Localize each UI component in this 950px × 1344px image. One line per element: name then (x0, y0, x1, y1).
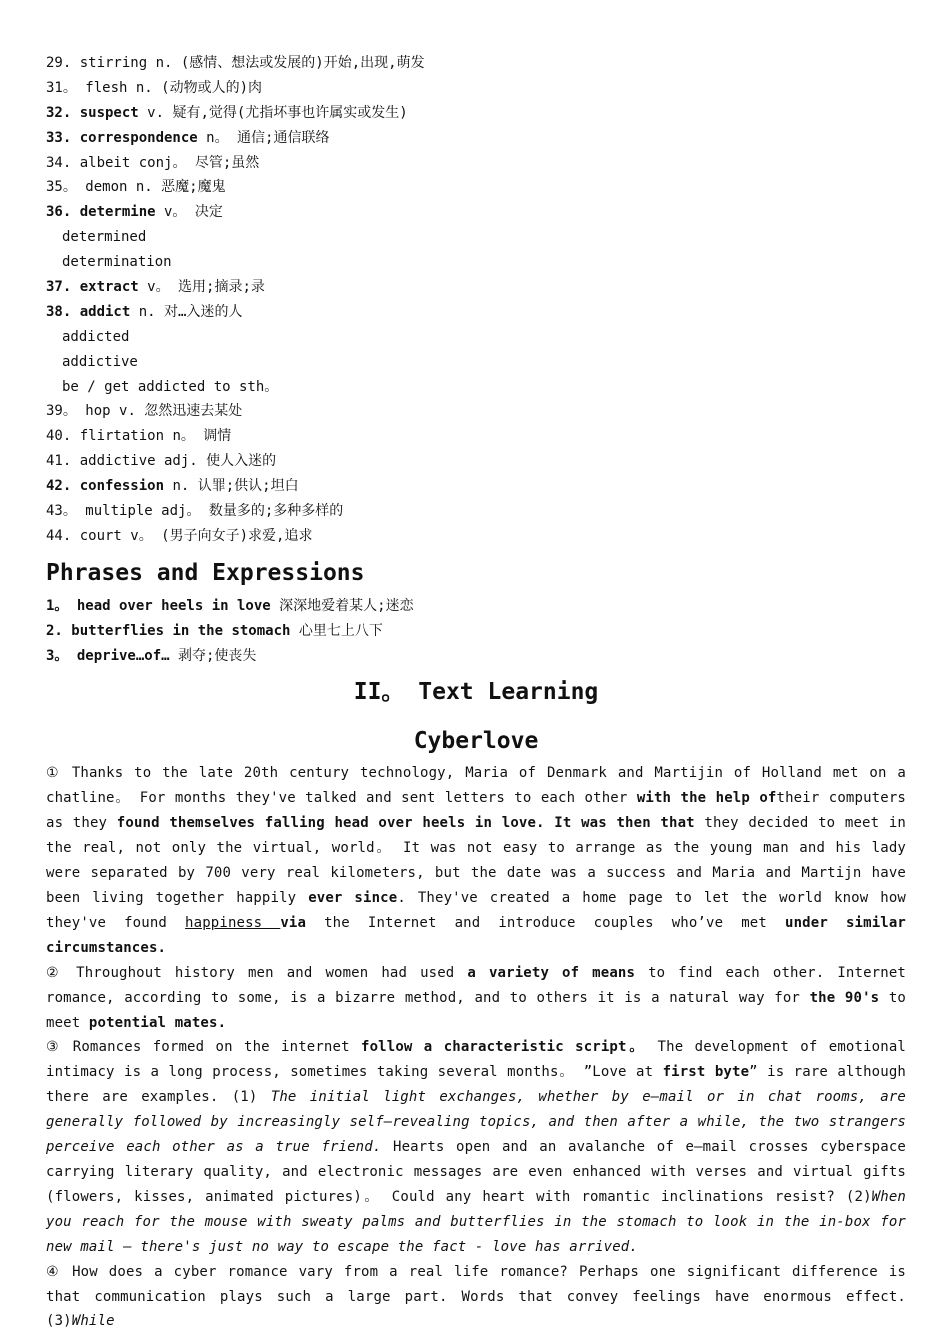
vocab-derivative: determination (62, 254, 172, 271)
bold-phrase: follow a characteristic script。 (361, 1039, 647, 1056)
bold-phrase: found themselves falling head over heels in love. It was then that (116, 815, 695, 832)
vocab-number: 31。 (46, 79, 86, 96)
vocab-item (46, 524, 906, 549)
vocab-definition: n. (动物或人的)肉 (127, 79, 263, 96)
phrase-number: 2. (46, 622, 72, 639)
bold-phrase: first byte (662, 1064, 750, 1081)
bold-phrase: the 90's (809, 989, 880, 1006)
vocab-word: albeit (79, 154, 131, 171)
vocab-item (46, 76, 906, 101)
phrase-text: head over heels in love (76, 597, 271, 614)
phrase-definition: 剥夺;使丧失 (169, 647, 257, 664)
vocab-definition: n. 对…入迷的人 (130, 303, 243, 320)
vocab-number: 37. (46, 279, 80, 296)
bold-phrase: ever since (308, 890, 398, 907)
phrase-item (46, 644, 906, 669)
text-run: ” is rare although there are examples. (1) (46, 1064, 906, 1106)
text-run: The development of emotional intimacy is a long process, sometimes taking several months。 ”Love at (46, 1039, 906, 1081)
vocab-word: multiple (85, 503, 153, 520)
text-run: they decided to meet in the real, not only the virtual, world。 It was not easy to arrange as the young man and his lady were separated by 700 very real kilometers, but the date was a success and Maria and Martijn have been living together happily (46, 815, 906, 907)
italic-sentence: When you reach for the mouse with sweaty palms and butterflies in the stomach to look in the in-box for new mail — there's just no way to escape the fact - love has arrived. (46, 1188, 906, 1255)
phrase-number: 3。 (46, 647, 77, 664)
vocab-number: 42. (46, 478, 80, 495)
vocab-definition: v。 (男子向女子)求爱,追求 (121, 527, 313, 544)
text-run: ① Thanks to the late 20th century technology, Maria of Denmark and Martijin of Holland met on a chatline。 For months they've talked and sent letters to each other (46, 765, 906, 807)
vocab-definition: n。 通信;通信联络 (197, 129, 330, 146)
vocab-definition: conj。 尽管;虽然 (130, 154, 260, 171)
vocab-item (46, 399, 906, 424)
vocab-item (46, 449, 906, 474)
vocab-item (46, 51, 906, 76)
text-run: the Internet and introduce couples who’ve met (306, 914, 786, 931)
phrase-text: butterflies in the stomach (71, 622, 291, 639)
bold-phrase: under similar circumstances. (46, 914, 907, 956)
underlined-word: happiness (185, 914, 281, 931)
vocab-item (46, 175, 906, 200)
vocab-number: 40. (46, 428, 80, 445)
vocab-word: flesh (85, 79, 128, 96)
text-run: their computers as they (46, 790, 906, 832)
paragraph-3 (46, 1035, 906, 1259)
phrases-heading: Phrases and Expressions (46, 559, 365, 586)
text-run: to find each other. Internet romance, according to some, is a bizarre method, and to others it is a natural way for (46, 964, 906, 1006)
vocab-number: 35。 (46, 179, 86, 196)
vocab-number: 33. (46, 129, 80, 146)
vocab-derivative: be / get addicted to sth。 (62, 378, 279, 395)
vocab-derivative: addicted (62, 328, 130, 345)
vocab-definition: n。 调情 (164, 428, 232, 445)
vocab-definition: v. 疑有,觉得(尤指坏事也许属实或发生) (138, 104, 408, 121)
phrase-text: deprive…of… (76, 647, 170, 664)
vocab-item (46, 300, 906, 325)
vocab-number: 38. (46, 303, 80, 320)
vocab-word: stirring (79, 55, 148, 71)
phrase-number: 1。 (46, 597, 77, 614)
vocab-number: 44. (46, 527, 80, 544)
vocab-word: extract (79, 279, 139, 296)
document-page (46, 51, 906, 1334)
vocab-word: demon (85, 179, 128, 196)
bold-phrase: with the help of (636, 790, 777, 807)
vocab-number: 41. (46, 453, 80, 470)
vocab-word: hop (85, 403, 111, 420)
paragraph-2 (46, 961, 906, 1036)
vocab-word: addict (79, 303, 131, 320)
vocab-item (46, 474, 906, 499)
vocab-word: suspect (79, 104, 139, 121)
vocab-definition: v。 决定 (155, 204, 223, 221)
vocab-word: correspondence (79, 129, 198, 146)
text-run: Hearts open and an avalanche of e—mail crosses cyberspace carrying literary quality, and electronic messages are even enhanced with verses and virtual gifts (flowers, kisses, animated pictures)。 Could any heart with romantic inclinations resist? (2) (46, 1139, 906, 1205)
phrase-item (46, 619, 906, 644)
phrase-item (46, 594, 906, 619)
vocab-definition: n. (感情、想法或发展的)开始,出现,萌发 (147, 55, 425, 71)
vocab-item (46, 424, 906, 449)
vocab-number: 32. (46, 104, 80, 121)
text-run: . They've created a home page to let the world know how they've found (46, 890, 906, 931)
text-run: ③ Romances formed on the internet (46, 1039, 361, 1056)
vocab-item (46, 101, 906, 126)
vocab-item (46, 200, 906, 225)
italic-sentence: While (71, 1313, 115, 1330)
text-title: Cyberlove (413, 728, 539, 755)
bold-phrase: a variety of means (467, 964, 636, 981)
vocab-definition: n. 认罪;供认;坦白 (164, 478, 299, 495)
vocab-word: addictive (79, 453, 156, 470)
vocab-number: 34. (46, 154, 80, 171)
vocab-word: court (79, 527, 122, 544)
vocab-definition: adj. 使人入迷的 (155, 453, 277, 470)
vocab-number: 43。 (46, 503, 86, 520)
phrase-definition: 心里七上八下 (290, 622, 383, 639)
vocab-item (46, 126, 906, 151)
vocab-number: 29. (46, 55, 80, 71)
bold-phrase: potential mates. (88, 1014, 227, 1031)
vocab-item (46, 151, 906, 176)
phrases-list (46, 594, 906, 669)
vocab-word: determine (79, 204, 156, 221)
vocab-item (46, 275, 906, 300)
text-run: ④ How does a cyber romance vary from a real life romance? Perhaps one significant difference is that communication plays such a large part. Words that convey feelings have enormous effect. (3) (46, 1263, 906, 1330)
vocab-definition: n. 恶魔;魔鬼 (127, 179, 226, 196)
vocab-definition: v. 忽然迅速去某处 (110, 403, 243, 420)
vocab-number: 39。 (46, 403, 86, 420)
vocabulary-list (46, 51, 906, 549)
section-heading: II。 Text Learning (353, 679, 599, 706)
italic-sentence: The initial light exchanges, whether by e—mail or in chat rooms, are generally followed by increasingly self—revealing topics, and then after a while, the two strangers perceive each other as a true friend. (46, 1089, 907, 1156)
vocab-word: confession (79, 478, 165, 495)
vocab-derivative: determined (62, 229, 147, 246)
vocab-word: flirtation (79, 428, 165, 445)
text-run: to meet (46, 989, 906, 1031)
paragraph-1 (46, 761, 906, 960)
text-run: ② Throughout history men and women had used (46, 964, 468, 981)
bold-phrase: via (280, 914, 307, 931)
vocab-definition: adj。 数量多的;多种多样的 (152, 503, 344, 520)
vocab-number: 36. (46, 204, 80, 221)
paragraph-4 (46, 1260, 906, 1335)
phrase-definition: 深深地爱着某人;迷恋 (270, 597, 414, 614)
vocab-item (46, 499, 906, 524)
vocab-derivative: addictive (62, 353, 138, 370)
vocab-definition: v。 选用;摘录;录 (138, 279, 265, 296)
